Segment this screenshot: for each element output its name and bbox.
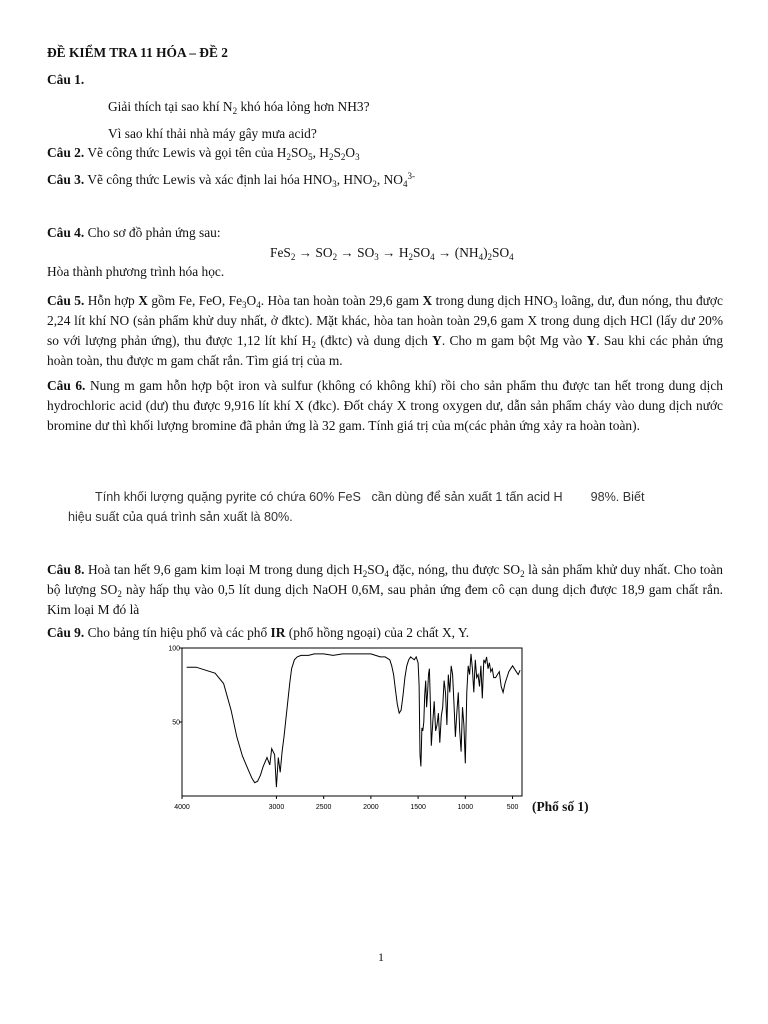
spectrum-label: (Phổ số 1) [532,799,589,814]
question-8: Câu 8. Hoà tan hết 9,6 gam kim loại M trong dung dịch $H_2SO_4$ đặc, nóng, thu được $SO_2$ là sản phẩm khử duy nhất. Cho toàn bộ lượng $SO_2$ này hấp thụ vào 0,5 lít dung dịch NaOH 0,6M, sau phản ứng đem cô cạn dung dịch được 18,9 gam chất rắn. Kim loại M đó là [47,562,723,617]
reaction-scheme: $FeS_2 \to SO_2 \to SO_3 \to H_2SO_4 \to (NH_4)_2SO_4$ [270,245,514,262]
question-4-tail: Hòa thành phương trình hóa học. [47,264,225,279]
question-7-line-2: hiệu suất của quá trình sản xuất là 80%. [68,510,293,524]
ir-series-line [187,654,520,787]
question-6: Câu 6. Nung m gam hỗn hợp bột iron và sulfur (không có không khí) rồi cho sản phẩm thu được tan hết trong dung dịch hydrochloric acid (dư) thu được 9,916 lít khí X (đkc). Đốt cháy X trong oxygen dư, dẫn sản phẩm cháy vào dung dịch nước bromine dư thì khối lượng bromine đã phản ứng là 32 gam. Tính giá trị của m(các phản ứng xảy ra hoàn toàn). [47,378,723,433]
x-tick-label: 1000 [457,804,474,811]
question-5: Câu 5. Hỗn hợp X gồm Fe, FeO, $Fe_3O_4$. Hòa tan hoàn toàn 29,6 gam X trong dung dịch $HNO_3$ loãng, dư, đun nóng, thu được 2,24 lít khí NO (sản phẩm khử duy nhất, ở đktc). Mặt khác, hòa tan hoàn toàn 29,6 gam X trong dung dịch HCl (lấy dư 20% so với lượng phản ứng), thu được 1,12 lít khí $H_2$ (đktc) và dung dịch Y. Cho m gam bột Mg vào Y. Sau khi các phản ứng hoàn toàn, thu được m gam chất rắn. Tìm giá trị của m. [47,293,724,368]
x-tick-label: 500 [506,804,519,811]
chart-frame [182,648,522,796]
question-7-line-1: Tính khối lượng quặng pyrite có chứa 60% FeS cần dùng để sản xuất 1 tấn acid H 98%. Biết [95,490,645,504]
y-tick-label: 100 [168,645,180,653]
x-tick-label: 1500 [410,804,426,811]
x-tick-label: 2500 [315,804,332,811]
question-9: Câu 9. Cho bảng tín hiệu phổ và các phổ IR (phổ hồng ngoại) của 2 chất X, Y. [47,625,470,640]
question-1-line-1: Giải thích tại sao khí $N_2$ khó hóa lỏng hơn NH3? [108,99,370,116]
page-title: ĐỀ KIỂM TRA 11 HÓA – ĐỀ 2 [47,45,228,60]
x-tick-label: 3000 [268,804,285,811]
question-3: Câu 3. Vẽ công thức Lewis và xác định lai hóa $HNO_3$, $HNO_2$, $NO_4^{3-}$ [47,171,415,189]
y-tick-label: 50 [172,719,180,727]
question-4: Câu 4. Cho sơ đồ phản ứng sau: [47,225,221,240]
x-tick-label: 4000 [174,804,190,811]
ir-spectrum-chart [170,643,530,815]
question-2: Câu 2. Vẽ công thức Lewis và gọi tên của $H_2SO_5$, $H_2S_2O_3$ [47,145,360,162]
x-tick-label: 2000 [363,804,379,811]
page-number: 1 [378,950,384,964]
question-1-label: Câu 1. [47,72,85,87]
question-1-line-2: Vì sao khí thải nhà máy gây mưa acid? [108,126,317,141]
